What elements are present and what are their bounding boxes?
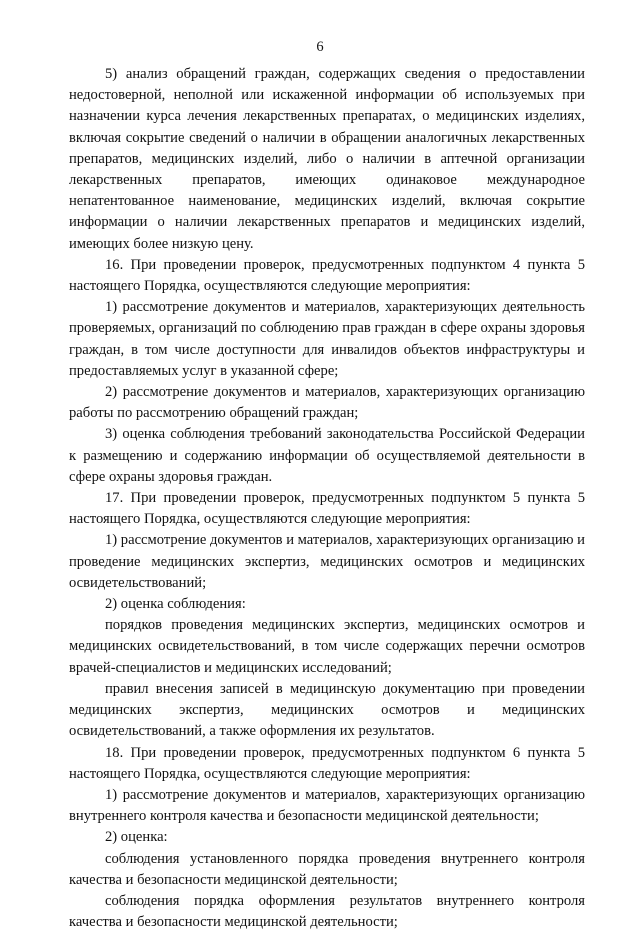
paragraph-clause-17-item-2-sub-1: порядков проведения медицинских экспертиз, медицинских осмотров и медицинских освидетельствований, в том числе содержащих перечни осмотров врачей-специалистов и медицинских исследований; (69, 617, 585, 676)
document-body (69, 64, 585, 933)
paragraph-clause-16-item-2: 2) рассмотрение документов и материалов, характеризующих организацию работы по рассмотрению обращений граждан; (69, 384, 585, 422)
paragraph-clause-17-item-2-sub-2: правил внесения записей в медицинскую документацию при проведении медицинских экспертиз, медицинских осмотров и медицинских освидетельствований, а также оформления их результатов. (69, 680, 585, 740)
paragraph-clause-16-item-3: 3) оценка соблюдения требований законодательства Российской Федерации к размещению и содержанию информации об осуществляемой деятельности в сфере охраны здоровья граждан. (69, 426, 585, 485)
paragraph-clause-17-item-1: 1) рассмотрение документов и материалов, характеризующих организацию и проведение медицинских экспертиз, медицинских осмотров и медицинских освидетельствований; (69, 532, 585, 591)
paragraph-clause-17-item-2: 2) оценка соблюдения: (105, 596, 246, 613)
paragraph-clause-16: 16. При проведении проверок, предусмотренных подпунктом 4 пункта 5 настоящего Порядка, осуществляются следующие мероприятия: (69, 256, 585, 295)
paragraph-clause-18-item-2-sub-2: соблюдения порядка оформления результатов внутреннего контроля качества и безопасности медицинской деятельности; (69, 892, 585, 931)
paragraph-clause-16-item-1: 1) рассмотрение документов и материалов, характеризующих деятельность проверяемых, организаций по соблюдению прав граждан в сфере охраны здоровья граждан, в том числе доступности для инвалидов объектов инфраструктуры и предоставляемых услуг в указанной сфере; (69, 299, 585, 379)
page-number: 6 (316, 39, 324, 55)
paragraph-clause-18: 18. При проведении проверок, предусмотренных подпунктом 6 пункта 5 настоящего Порядка, осуществляются следующие мероприятия: (69, 744, 585, 782)
paragraph-clause-18-item-2-sub-1: соблюдения установленного порядка проведения внутреннего контроля качества и безопасности медицинской деятельности; (69, 850, 585, 888)
paragraph-clause-17: 17. При проведении проверок, предусмотренных подпунктом 5 пункта 5 настоящего Порядка, осуществляются следующие мероприятия: (69, 490, 585, 528)
paragraph-clause-18-item-2: 2) оценка: (105, 829, 168, 846)
paragraph-clause-18-item-1: 1) рассмотрение документов и материалов, характеризующих организацию внутреннего контроля качества и безопасности медицинской деятельности; (69, 786, 585, 825)
paragraph-item-5-analysis: 5) анализ обращений граждан, содержащих сведения о предоставлении недостоверной, неполной или искаженной информации об используемых при назначении курса лечения лекарственных препаратах, о медицинских изделиях, включая сокрытие сведений о наличии в обращении аналогичных лекарственных препаратов, медицинских изделий, либо о наличии в аптечной организации лекарственных препаратов, имеющих одинаковое международное непатентованное наименование, медицинских изделий, включая сокрытие информации о наличии лекарственных препаратов и медицинских изделий, имеющих более низкую цену. (69, 66, 585, 252)
